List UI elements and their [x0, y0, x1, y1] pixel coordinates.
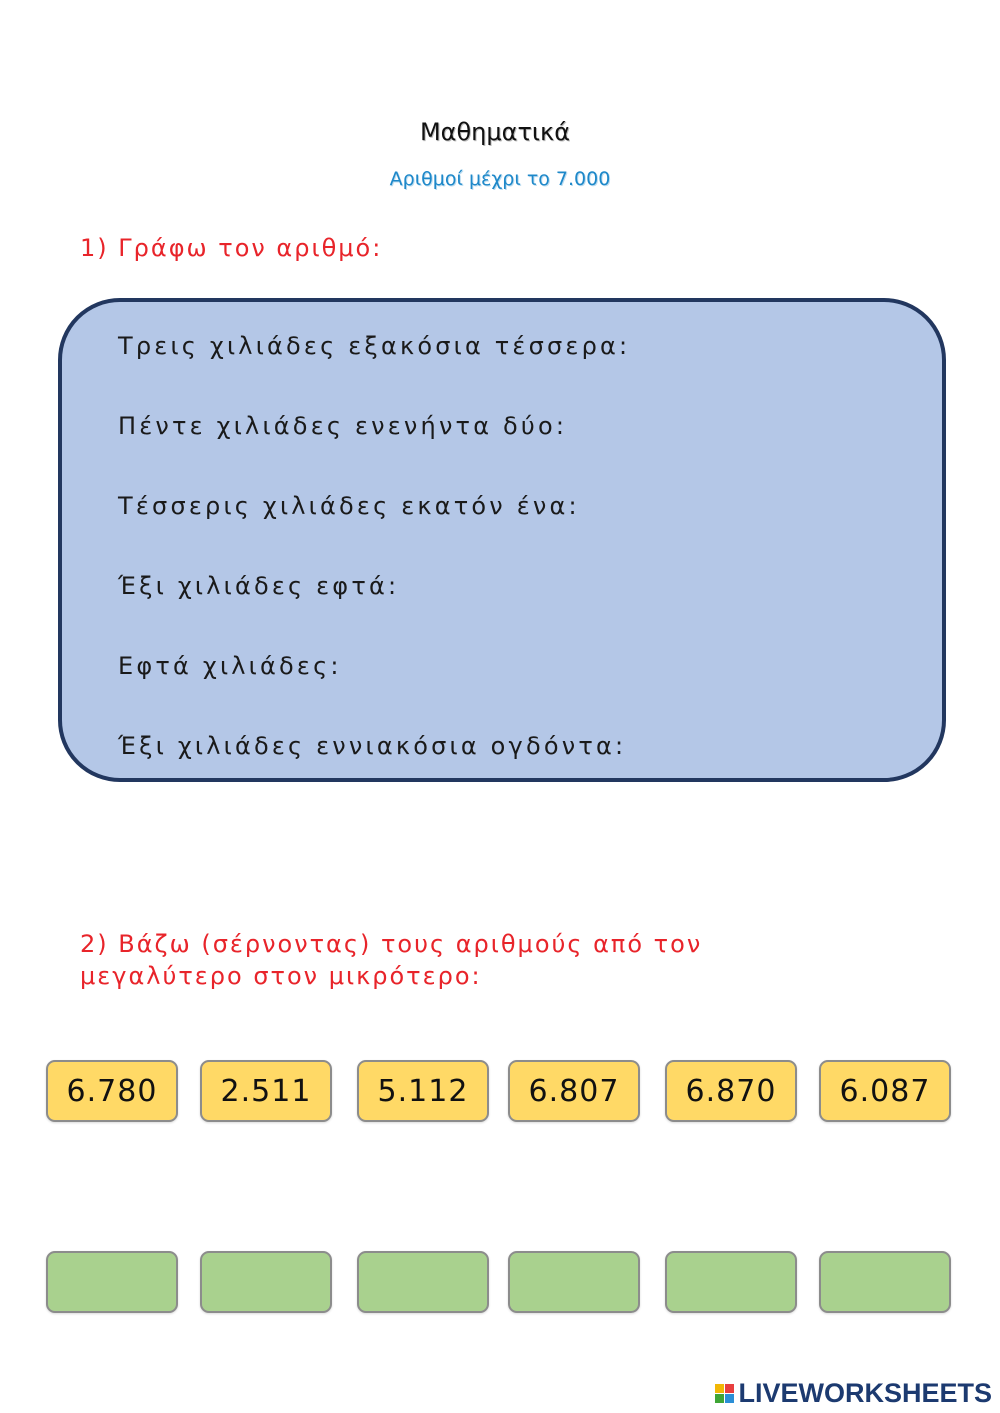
logo-square — [725, 1394, 734, 1403]
drop-zone-3[interactable] — [357, 1251, 489, 1313]
number-tile[interactable]: 2.511 — [200, 1060, 332, 1122]
prompt-4: Έξι χιλιάδες εφτά: — [118, 572, 400, 600]
number-tile[interactable]: 6.087 — [819, 1060, 951, 1122]
prompt-3: Τέσσερις χιλιάδες εκατόν ένα: — [118, 492, 580, 520]
prompt-1: Τρεις χιλιάδες εξακόσια τέσσερα: — [118, 332, 631, 360]
prompt-2: Πέντε χιλιάδες ενενήντα δύο: — [118, 412, 568, 440]
drop-zone-2[interactable] — [200, 1251, 332, 1313]
exercise-2-heading: 2) Βάζω (σέρνοντας) τους αριθμούς από τον μεγαλύτερο στον μικρότερο: — [80, 930, 703, 990]
number-tile[interactable]: 5.112 — [357, 1060, 489, 1122]
page-subtitle: Αριθμοί μέχρι το 7.000 — [389, 168, 611, 190]
liveworksheets-logo-icon — [715, 1384, 734, 1403]
prompt-5: Εφτά χιλιάδες: — [118, 652, 342, 680]
brand-name: LIVEWORKSHEETS — [738, 1378, 992, 1408]
prompt-6: Έξι χιλιάδες εννιακόσια ογδόντα: — [118, 732, 627, 760]
exercise-1-heading: 1) Γράφω τον αριθμό: — [80, 234, 383, 262]
liveworksheets-brand[interactable] — [715, 1378, 992, 1409]
logo-square — [715, 1384, 724, 1393]
number-tile[interactable]: 6.780 — [46, 1060, 178, 1122]
logo-square — [725, 1384, 734, 1393]
drop-zone-6[interactable] — [819, 1251, 951, 1313]
logo-square — [715, 1394, 724, 1403]
drop-zone-5[interactable] — [665, 1251, 797, 1313]
page-title: Μαθηματικά — [419, 118, 571, 146]
number-tile[interactable]: 6.870 — [665, 1060, 797, 1122]
drop-zone-4[interactable] — [508, 1251, 640, 1313]
number-tile[interactable]: 6.807 — [508, 1060, 640, 1122]
drop-zone-1[interactable] — [46, 1251, 178, 1313]
prompt-box — [58, 298, 946, 782]
